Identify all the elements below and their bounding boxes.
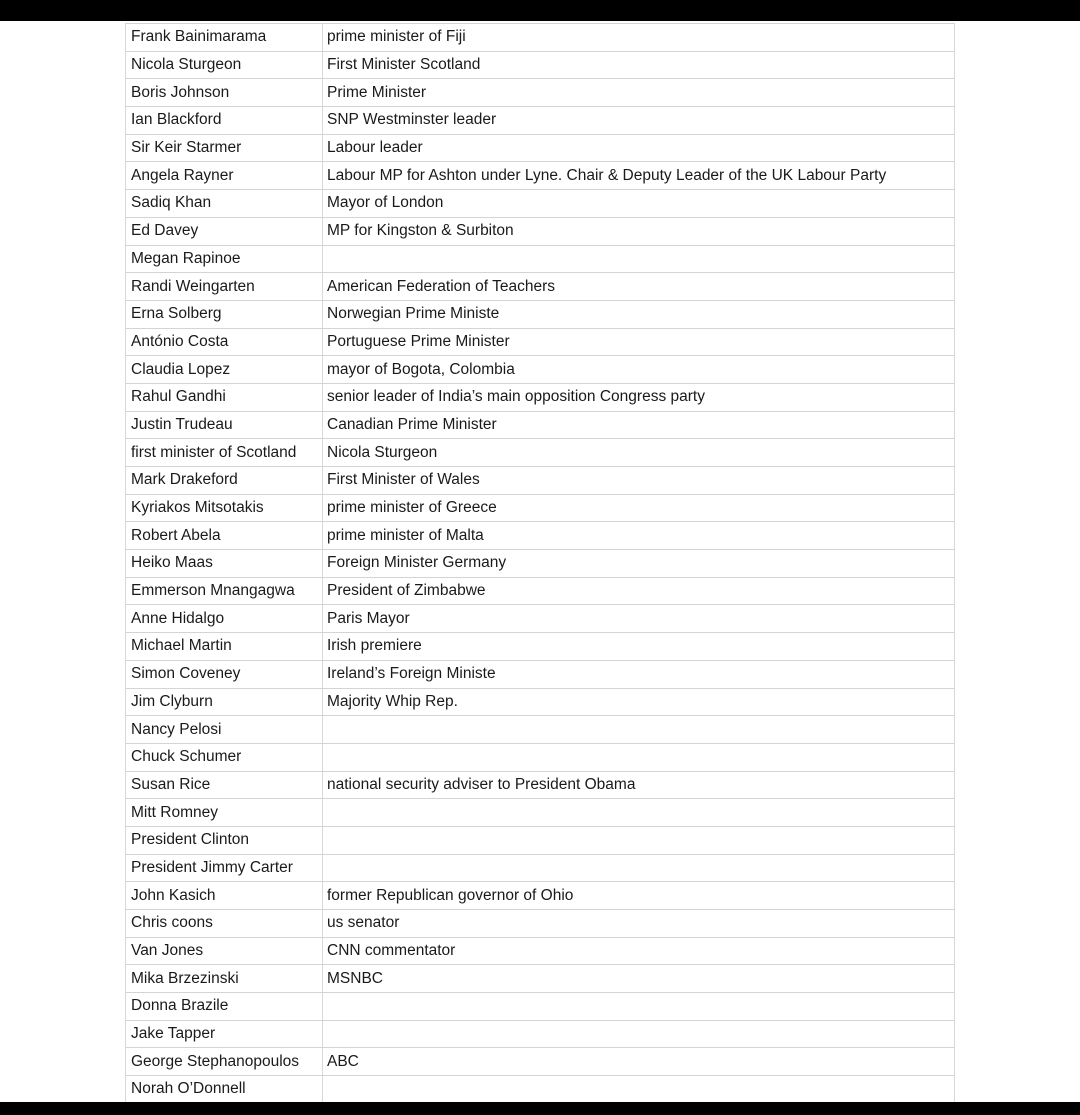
table-row (126, 190, 955, 218)
name-cell[interactable]: Jake Tapper (126, 1020, 323, 1048)
name-cell[interactable]: Boris Johnson (126, 79, 323, 107)
name-cell[interactable]: Rahul Gandhi (126, 383, 323, 411)
table-row (126, 383, 955, 411)
role-cell[interactable]: prime minister of Malta (323, 522, 955, 550)
role-cell[interactable]: First Minister of Wales (323, 467, 955, 495)
role-cell[interactable]: us senator (323, 910, 955, 938)
table-row (126, 605, 955, 633)
role-cell[interactable]: Mayor of London (323, 190, 955, 218)
name-cell[interactable]: Sir Keir Starmer (126, 134, 323, 162)
role-cell[interactable] (323, 716, 955, 744)
role-cell[interactable] (323, 1020, 955, 1048)
table-row (126, 826, 955, 854)
name-cell[interactable]: Angela Rayner (126, 162, 323, 190)
role-cell[interactable]: Labour MP for Ashton under Lyne. Chair & Deputy Leader of the UK Labour Party (323, 162, 955, 190)
role-cell[interactable]: Norwegian Prime Ministe (323, 300, 955, 328)
name-cell[interactable]: Megan Rapinoe (126, 245, 323, 273)
role-cell[interactable]: MSNBC (323, 965, 955, 993)
spreadsheet-area (0, 21, 1080, 1102)
role-cell[interactable]: American Federation of Teachers (323, 273, 955, 301)
name-cell[interactable]: Chuck Schumer (126, 743, 323, 771)
name-cell[interactable]: Mark Drakeford (126, 467, 323, 495)
table-row (126, 771, 955, 799)
table-row (126, 494, 955, 522)
name-cell[interactable]: Van Jones (126, 937, 323, 965)
role-cell[interactable]: Canadian Prime Minister (323, 411, 955, 439)
table-row (126, 217, 955, 245)
role-cell[interactable]: ABC (323, 1048, 955, 1076)
name-cell[interactable]: Chris coons (126, 910, 323, 938)
role-cell[interactable] (323, 245, 955, 273)
name-cell[interactable]: George Stephanopoulos (126, 1048, 323, 1076)
name-cell[interactable]: Ed Davey (126, 217, 323, 245)
name-cell[interactable]: President Jimmy Carter (126, 854, 323, 882)
table-row (126, 134, 955, 162)
role-cell[interactable]: SNP Westminster leader (323, 107, 955, 135)
names-roles-table (125, 23, 955, 1102)
name-cell[interactable]: Claudia Lopez (126, 356, 323, 384)
role-cell[interactable] (323, 743, 955, 771)
name-cell[interactable]: Robert Abela (126, 522, 323, 550)
table-row (126, 937, 955, 965)
bottom-black-bar (0, 1102, 1080, 1115)
role-cell[interactable] (323, 854, 955, 882)
table-row (126, 411, 955, 439)
table-row (126, 1076, 955, 1102)
table-row (126, 854, 955, 882)
table-row (126, 356, 955, 384)
role-cell[interactable]: Foreign Minister Germany (323, 550, 955, 578)
table-row (126, 162, 955, 190)
name-cell[interactable]: first minister of Scotland (126, 439, 323, 467)
role-cell[interactable]: senior leader of India’s main opposition Congress party (323, 383, 955, 411)
top-black-bar (0, 0, 1080, 21)
role-cell[interactable]: Paris Mayor (323, 605, 955, 633)
name-cell[interactable]: Erna Solberg (126, 300, 323, 328)
name-cell[interactable]: Norah O’Donnell (126, 1076, 323, 1102)
role-cell[interactable]: Prime Minister (323, 79, 955, 107)
role-cell[interactable]: CNN commentator (323, 937, 955, 965)
role-cell[interactable]: former Republican governor of Ohio (323, 882, 955, 910)
table-row (126, 522, 955, 550)
name-cell[interactable]: Frank Bainimarama (126, 24, 323, 52)
table-row (126, 1048, 955, 1076)
table-row (126, 910, 955, 938)
name-cell[interactable]: Heiko Maas (126, 550, 323, 578)
table-row (126, 716, 955, 744)
name-cell[interactable]: Anne Hidalgo (126, 605, 323, 633)
table-row (126, 882, 955, 910)
name-cell[interactable]: Ian Blackford (126, 107, 323, 135)
role-cell[interactable] (323, 826, 955, 854)
role-cell[interactable]: Majority Whip Rep. (323, 688, 955, 716)
role-cell[interactable]: national security adviser to President Obama (323, 771, 955, 799)
name-cell[interactable]: Emmerson Mnangagwa (126, 577, 323, 605)
name-cell[interactable]: Michael Martin (126, 633, 323, 661)
table-row (126, 577, 955, 605)
table-row (126, 688, 955, 716)
name-cell[interactable]: Simon Coveney (126, 660, 323, 688)
table-row (126, 328, 955, 356)
role-cell[interactable]: mayor of Bogota, Colombia (323, 356, 955, 384)
table-row (126, 1020, 955, 1048)
name-cell[interactable]: Nancy Pelosi (126, 716, 323, 744)
name-cell[interactable]: President Clinton (126, 826, 323, 854)
role-cell[interactable]: Labour leader (323, 134, 955, 162)
name-cell[interactable]: Justin Trudeau (126, 411, 323, 439)
table-row (126, 467, 955, 495)
name-cell[interactable]: Sadiq Khan (126, 190, 323, 218)
role-cell[interactable]: President of Zimbabwe (323, 577, 955, 605)
name-cell[interactable]: Mitt Romney (126, 799, 323, 827)
name-cell[interactable]: Susan Rice (126, 771, 323, 799)
role-cell[interactable] (323, 1076, 955, 1102)
name-cell[interactable]: Donna Brazile (126, 993, 323, 1021)
role-cell[interactable]: prime minister of Fiji (323, 24, 955, 52)
name-cell[interactable]: Kyriakos Mitsotakis (126, 494, 323, 522)
table-row (126, 439, 955, 467)
table-row (126, 107, 955, 135)
name-cell[interactable]: Mika Brzezinski (126, 965, 323, 993)
role-cell[interactable] (323, 993, 955, 1021)
table-row (126, 633, 955, 661)
table-row (126, 273, 955, 301)
role-cell[interactable] (323, 799, 955, 827)
table-row (126, 550, 955, 578)
table-row (126, 799, 955, 827)
table-row (126, 300, 955, 328)
role-cell[interactable]: First Minister Scotland (323, 51, 955, 79)
table-row (126, 79, 955, 107)
table-row (126, 993, 955, 1021)
name-cell[interactable]: António Costa (126, 328, 323, 356)
role-cell[interactable]: Nicola Sturgeon (323, 439, 955, 467)
table-body (126, 24, 955, 1103)
table-row (126, 245, 955, 273)
table-row (126, 660, 955, 688)
table-row (126, 743, 955, 771)
name-cell[interactable]: Randi Weingarten (126, 273, 323, 301)
role-cell[interactable]: MP for Kingston & Surbiton (323, 217, 955, 245)
table-row (126, 965, 955, 993)
name-cell[interactable]: Jim Clyburn (126, 688, 323, 716)
table-row (126, 51, 955, 79)
table-row (126, 24, 955, 52)
role-cell[interactable]: Portuguese Prime Minister (323, 328, 955, 356)
role-cell[interactable]: Ireland’s Foreign Ministe (323, 660, 955, 688)
name-cell[interactable]: John Kasich (126, 882, 323, 910)
name-cell[interactable]: Nicola Sturgeon (126, 51, 323, 79)
role-cell[interactable]: Irish premiere (323, 633, 955, 661)
role-cell[interactable]: prime minister of Greece (323, 494, 955, 522)
